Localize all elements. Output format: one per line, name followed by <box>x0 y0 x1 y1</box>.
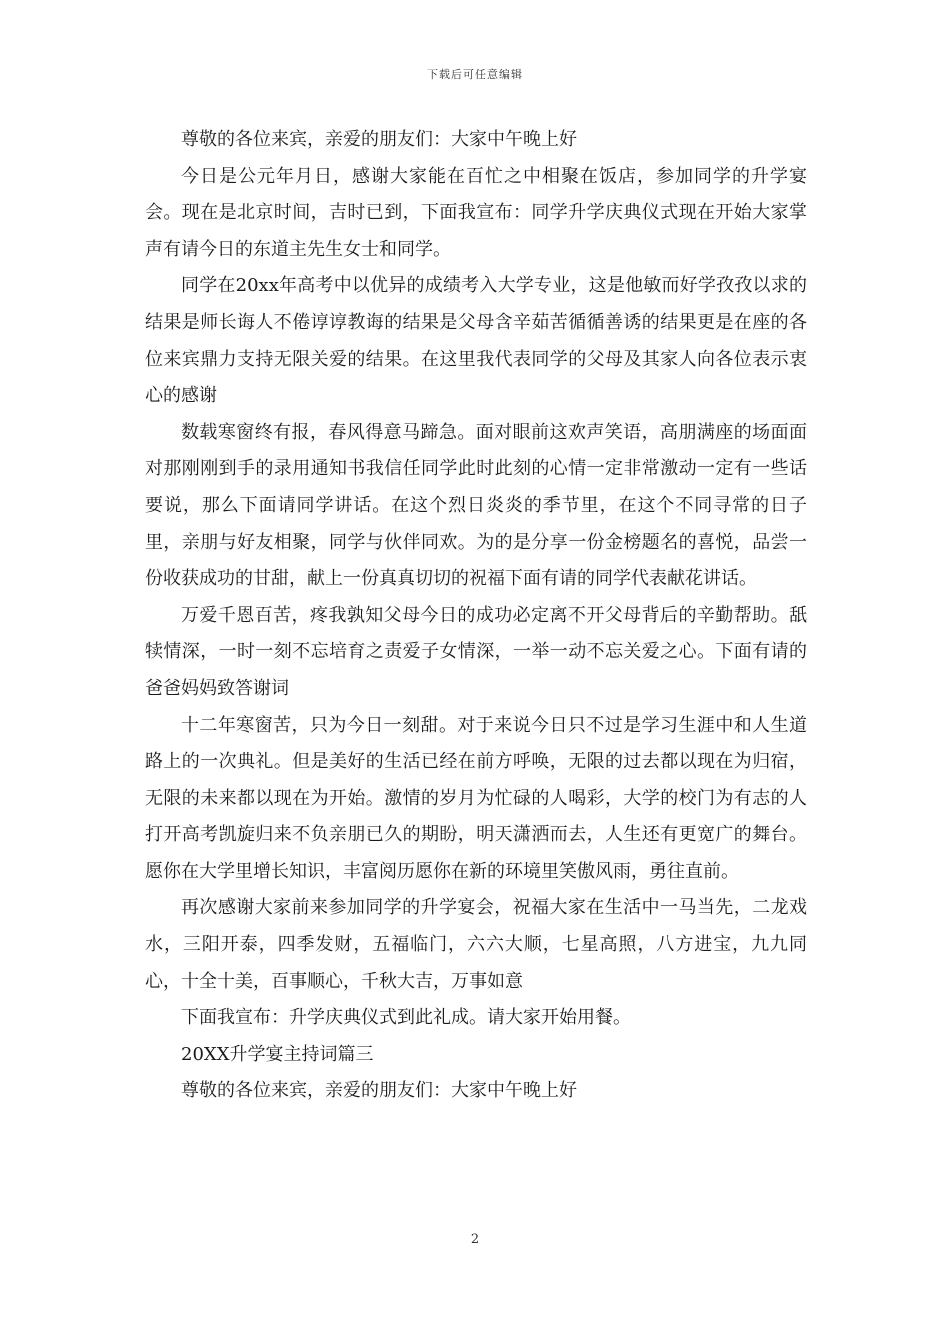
paragraph-ceremony: 十二年寒窗苦，只为今日一刻甜。对于来说今日只不过是学习生涯中和人生道路上的一次典礼。但是美好的生活已经在前方呼唤，无限的过去都以现在为归宿，无限的未来都以现在为开始。激情的岁月为忙碌的人喝彩，大学的校门为有志的人打开高考凯旋归来不负亲朋已久的期盼，明天潇洒而去，人生还有更宽广的舞台。愿你在大学里增长知识，丰富阅历愿你在新的环境里笑傲风雨，勇往直前。 <box>145 714 807 882</box>
page-header: 下载后可任意编辑 <box>427 68 523 81</box>
paragraph-greeting: 尊敬的各位来宾，亲爱的朋友们：大家中午晚上好 <box>181 129 577 150</box>
paragraph-achievement: 同学在20xx年高考中以优异的成绩考入大学专业，这是他敏而好学孜孜以求的结果是师长诲人不倦谆谆教诲的结果是父母含辛茹苦循循善诱的结果更是在座的各位来宾鼎力支持无限关爱的结果。在这里我代表同学的父母及其家人向各位表示衷心的感谢 <box>145 275 807 407</box>
paragraph-closing: 下面我宣布：升学庆典仪式到此礼成。请大家开始用餐。 <box>181 1007 631 1029</box>
section-heading: 20XX升学宴主持词篇三 <box>181 1043 374 1065</box>
page-number: 2 <box>470 1232 480 1247</box>
paragraph-blessing: 再次感谢大家前来参加同学的升学宴会，祝福大家在生活中一马当先，二龙戏水，三阳开泰，四季发财，五福临门，六六大顺，七星高照，八方进宝，九九同心，十全十美，百事顺心，千秋大吉，万事如意 <box>145 897 807 992</box>
document-body <box>145 122 807 1110</box>
paragraph-parents-speech: 万爱千恩百苦，疼我孰知父母今日的成功必定离不开父母背后的辛勤帮助。舐犊情深，一时一刻不忘培育之责爱子女情深，一举一动不忘关爱之心。下面有请的爸爸妈妈致答谢词 <box>145 604 807 699</box>
paragraph-opening: 今日是公元年月日，感谢大家能在百忙之中相聚在饭店，参加同学的升学宴会。现在是北京时间，吉时已到，下面我宣布：同学升学庆典仪式现在开始大家掌声有请今日的东道主先生女士和同学。 <box>145 165 807 260</box>
paragraph-greeting-2: 尊敬的各位来宾，亲爱的朋友们：大家中午晚上好 <box>181 1080 577 1102</box>
paragraph-student-speech: 数载寒窗终有报，春风得意马蹄急。面对眼前这欢声笑语，高朋满座的场面面对那刚刚到手的录用通知书我信任同学此时此刻的心情一定非常激动一定有一些话要说，那么下面请同学讲话。在这个烈日炎炎的季节里，在这个不同寻常的日子里，亲朋与好友相聚，同学与伙伴同欢。为的是分享一份金榜题名的喜悦，品尝一份收获成功的甘甜，献上一份真真切切的祝福下面有请的同学代表献花讲话。 <box>145 421 807 590</box>
